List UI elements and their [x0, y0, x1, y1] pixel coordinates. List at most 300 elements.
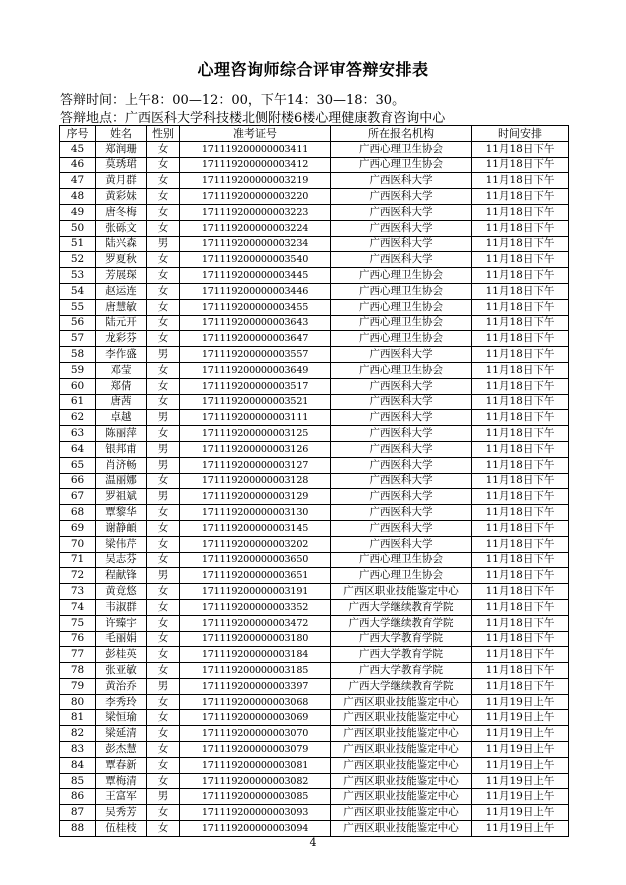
- cell-gender: 男: [147, 678, 180, 694]
- cell-gender: 男: [147, 489, 180, 505]
- table-row: [60, 283, 569, 299]
- table-row: [60, 331, 569, 347]
- cell-schedule: 11月18日下午: [472, 189, 569, 205]
- cell-institution: 广西医科大学: [331, 489, 472, 505]
- cell-ticket: 171119200000003082: [180, 773, 331, 789]
- cell-gender: 女: [147, 742, 180, 758]
- cell-seq: 73: [60, 584, 96, 600]
- cell-name: 银邦甫: [96, 441, 147, 457]
- cell-ticket: 171119200000003094: [180, 821, 331, 837]
- cell-ticket: 171119200000003085: [180, 789, 331, 805]
- cell-gender: 男: [147, 457, 180, 473]
- column-header-seq: 序号: [60, 126, 96, 142]
- table-row: [60, 821, 569, 837]
- cell-gender: 女: [147, 757, 180, 773]
- table-row: [60, 568, 569, 584]
- cell-ticket: 171119200000003521: [180, 394, 331, 410]
- table-row: [60, 536, 569, 552]
- cell-name: 吴秀芳: [96, 805, 147, 821]
- cell-institution: 广西心理卫生协会: [331, 552, 472, 568]
- cell-name: 彭桂英: [96, 647, 147, 663]
- cell-name: 韦淑群: [96, 599, 147, 615]
- table-row: [60, 157, 569, 173]
- cell-name: 伍桂枝: [96, 821, 147, 837]
- cell-seq: 60: [60, 378, 96, 394]
- cell-ticket: 171119200000003129: [180, 489, 331, 505]
- cell-name: 张亚敏: [96, 663, 147, 679]
- cell-institution: 广西心理卫生协会: [331, 157, 472, 173]
- document-title: 心理咨询师综合评审答辩安排表: [197, 60, 429, 79]
- cell-institution: 广西心理卫生协会: [331, 315, 472, 331]
- cell-institution: 广西心理卫生协会: [331, 331, 472, 347]
- cell-seq: 48: [60, 189, 96, 205]
- cell-gender: 女: [147, 584, 180, 600]
- table-row: [60, 805, 569, 821]
- defense-location-line: 答辩地点：广西医科大学科技楼北侧附楼6楼心理健康教育咨询中心: [60, 111, 446, 126]
- cell-name: 吴志芬: [96, 552, 147, 568]
- cell-gender: 女: [147, 773, 180, 789]
- table-row: [60, 378, 569, 394]
- cell-institution: 广西心理卫生协会: [331, 141, 472, 157]
- cell-ticket: 171119200000003455: [180, 299, 331, 315]
- cell-seq: 52: [60, 252, 96, 268]
- cell-gender: 女: [147, 283, 180, 299]
- cell-seq: 82: [60, 726, 96, 742]
- cell-name: 罗祖斌: [96, 489, 147, 505]
- cell-schedule: 11月18日下午: [472, 489, 569, 505]
- cell-ticket: 171119200000003223: [180, 204, 331, 220]
- cell-ticket: 171119200000003126: [180, 441, 331, 457]
- cell-ticket: 171119200000003202: [180, 536, 331, 552]
- cell-name: 郑润珊: [96, 141, 147, 157]
- table-row: [60, 141, 569, 157]
- table-row: [60, 204, 569, 220]
- cell-name: 黄月群: [96, 173, 147, 189]
- cell-schedule: 11月18日下午: [472, 426, 569, 442]
- column-header-ticket: 准考证号: [180, 126, 331, 142]
- cell-institution: 广西医科大学: [331, 536, 472, 552]
- cell-ticket: 171119200000003224: [180, 220, 331, 236]
- cell-ticket: 171119200000003557: [180, 347, 331, 363]
- cell-ticket: 171119200000003185: [180, 663, 331, 679]
- cell-ticket: 171119200000003180: [180, 631, 331, 647]
- cell-seq: 63: [60, 426, 96, 442]
- cell-institution: 广西区职业技能鉴定中心: [331, 821, 472, 837]
- cell-gender: 男: [147, 568, 180, 584]
- cell-gender: 女: [147, 599, 180, 615]
- cell-schedule: 11月18日下午: [472, 394, 569, 410]
- cell-ticket: 171119200000003234: [180, 236, 331, 252]
- cell-name: 毛丽娟: [96, 631, 147, 647]
- cell-institution: 广西大学继续教育学院: [331, 678, 472, 694]
- cell-name: 梁恒瑜: [96, 710, 147, 726]
- cell-schedule: 11月18日下午: [472, 157, 569, 173]
- cell-institution: 广西医科大学: [331, 236, 472, 252]
- cell-name: 唐冬梅: [96, 204, 147, 220]
- column-header-name: 姓名: [96, 126, 147, 142]
- cell-ticket: 171119200000003079: [180, 742, 331, 758]
- cell-institution: 广西心理卫生协会: [331, 268, 472, 284]
- table-row: [60, 505, 569, 521]
- cell-schedule: 11月18日下午: [472, 173, 569, 189]
- cell-gender: 女: [147, 173, 180, 189]
- cell-name: 唐慧敏: [96, 299, 147, 315]
- cell-institution: 广西医科大学: [331, 441, 472, 457]
- cell-gender: 女: [147, 473, 180, 489]
- cell-schedule: 11月18日下午: [472, 378, 569, 394]
- cell-gender: 女: [147, 157, 180, 173]
- cell-ticket: 171119200000003643: [180, 315, 331, 331]
- cell-schedule: 11月19日上午: [472, 773, 569, 789]
- cell-ticket: 171119200000003128: [180, 473, 331, 489]
- cell-seq: 83: [60, 742, 96, 758]
- table-row: [60, 457, 569, 473]
- cell-ticket: 171119200000003397: [180, 678, 331, 694]
- table-row: [60, 694, 569, 710]
- cell-name: 黄治乔: [96, 678, 147, 694]
- cell-institution: 广西医科大学: [331, 426, 472, 442]
- cell-gender: 女: [147, 189, 180, 205]
- cell-institution: 广西医科大学: [331, 520, 472, 536]
- table-row: [60, 347, 569, 363]
- cell-schedule: 11月18日下午: [472, 457, 569, 473]
- cell-ticket: 171119200000003184: [180, 647, 331, 663]
- cell-seq: 54: [60, 283, 96, 299]
- cell-name: 莫琇珺: [96, 157, 147, 173]
- cell-seq: 47: [60, 173, 96, 189]
- cell-institution: 广西医科大学: [331, 473, 472, 489]
- cell-schedule: 11月18日下午: [472, 473, 569, 489]
- cell-seq: 59: [60, 362, 96, 378]
- cell-institution: 广西区职业技能鉴定中心: [331, 773, 472, 789]
- cell-gender: 男: [147, 410, 180, 426]
- cell-name: 彭杰慧: [96, 742, 147, 758]
- cell-name: 郑倩: [96, 378, 147, 394]
- cell-name: 陆元开: [96, 315, 147, 331]
- cell-schedule: 11月18日下午: [472, 599, 569, 615]
- cell-name: 黄竟悠: [96, 584, 147, 600]
- cell-institution: 广西医科大学: [331, 378, 472, 394]
- cell-seq: 71: [60, 552, 96, 568]
- table-row: [60, 299, 569, 315]
- cell-seq: 88: [60, 821, 96, 837]
- table-row: [60, 710, 569, 726]
- cell-seq: 68: [60, 505, 96, 521]
- cell-gender: 男: [147, 236, 180, 252]
- cell-institution: 广西区职业技能鉴定中心: [331, 584, 472, 600]
- cell-ticket: 171119200000003412: [180, 157, 331, 173]
- table-row: [60, 726, 569, 742]
- cell-seq: 72: [60, 568, 96, 584]
- cell-gender: 女: [147, 268, 180, 284]
- cell-institution: 广西区职业技能鉴定中心: [331, 726, 472, 742]
- table-row: [60, 489, 569, 505]
- cell-schedule: 11月18日下午: [472, 347, 569, 363]
- table-row: [60, 220, 569, 236]
- cell-schedule: 11月18日下午: [472, 410, 569, 426]
- cell-schedule: 11月18日下午: [472, 331, 569, 347]
- cell-schedule: 11月18日下午: [472, 252, 569, 268]
- cell-schedule: 11月19日上午: [472, 757, 569, 773]
- table-row: [60, 236, 569, 252]
- cell-ticket: 171119200000003446: [180, 283, 331, 299]
- cell-gender: 女: [147, 805, 180, 821]
- table-row: [60, 441, 569, 457]
- cell-name: 邓莹: [96, 362, 147, 378]
- cell-name: 张砾文: [96, 220, 147, 236]
- cell-gender: 男: [147, 789, 180, 805]
- cell-seq: 77: [60, 647, 96, 663]
- cell-schedule: 11月18日下午: [472, 220, 569, 236]
- cell-schedule: 11月18日下午: [472, 299, 569, 315]
- cell-name: 温丽娜: [96, 473, 147, 489]
- cell-name: 李作盛: [96, 347, 147, 363]
- table-row: [60, 426, 569, 442]
- defense-time-line: 答辩时间：上午8：00—12：00，下午14：30—18：30。: [60, 93, 406, 108]
- cell-gender: 女: [147, 631, 180, 647]
- cell-seq: 86: [60, 789, 96, 805]
- table-row: [60, 789, 569, 805]
- cell-seq: 84: [60, 757, 96, 773]
- table-row: [60, 189, 569, 205]
- cell-ticket: 171119200000003145: [180, 520, 331, 536]
- cell-institution: 广西大学教育学院: [331, 663, 472, 679]
- cell-name: 程献锋: [96, 568, 147, 584]
- cell-ticket: 171119200000003069: [180, 710, 331, 726]
- page-number: 4: [309, 836, 317, 849]
- cell-name: 许臻宇: [96, 615, 147, 631]
- cell-institution: 广西医科大学: [331, 173, 472, 189]
- table-row: [60, 599, 569, 615]
- cell-gender: 女: [147, 647, 180, 663]
- cell-name: 肖济畅: [96, 457, 147, 473]
- cell-gender: 女: [147, 726, 180, 742]
- cell-name: 梁延清: [96, 726, 147, 742]
- cell-seq: 75: [60, 615, 96, 631]
- cell-institution: 广西心理卫生协会: [331, 283, 472, 299]
- cell-gender: 女: [147, 536, 180, 552]
- table-header-row: [60, 126, 569, 142]
- cell-gender: 女: [147, 299, 180, 315]
- cell-schedule: 11月18日下午: [472, 631, 569, 647]
- cell-schedule: 11月19日上午: [472, 694, 569, 710]
- cell-schedule: 11月19日上午: [472, 805, 569, 821]
- cell-ticket: 171119200000003472: [180, 615, 331, 631]
- cell-seq: 79: [60, 678, 96, 694]
- cell-gender: 女: [147, 204, 180, 220]
- cell-ticket: 171119200000003647: [180, 331, 331, 347]
- cell-schedule: 11月18日下午: [472, 647, 569, 663]
- cell-seq: 46: [60, 157, 96, 173]
- cell-name: 李秀玲: [96, 694, 147, 710]
- cell-schedule: 11月18日下午: [472, 315, 569, 331]
- cell-institution: 广西大学继续教育学院: [331, 615, 472, 631]
- cell-institution: 广西医科大学: [331, 189, 472, 205]
- schedule-table: [59, 125, 569, 837]
- table-row: [60, 678, 569, 694]
- table-row: [60, 315, 569, 331]
- cell-gender: 女: [147, 663, 180, 679]
- cell-institution: 广西医科大学: [331, 394, 472, 410]
- cell-name: 覃黎华: [96, 505, 147, 521]
- cell-ticket: 171119200000003651: [180, 568, 331, 584]
- cell-institution: 广西大学教育学院: [331, 647, 472, 663]
- cell-ticket: 171119200000003219: [180, 173, 331, 189]
- table-row: [60, 631, 569, 647]
- table-row: [60, 252, 569, 268]
- cell-schedule: 11月18日下午: [472, 615, 569, 631]
- cell-institution: 广西心理卫生协会: [331, 568, 472, 584]
- cell-seq: 64: [60, 441, 96, 457]
- cell-schedule: 11月18日下午: [472, 552, 569, 568]
- cell-schedule: 11月18日下午: [472, 441, 569, 457]
- cell-ticket: 171119200000003070: [180, 726, 331, 742]
- cell-ticket: 171119200000003352: [180, 599, 331, 615]
- cell-institution: 广西心理卫生协会: [331, 299, 472, 315]
- cell-institution: 广西医科大学: [331, 457, 472, 473]
- cell-ticket: 171119200000003540: [180, 252, 331, 268]
- table-row: [60, 584, 569, 600]
- cell-gender: 女: [147, 378, 180, 394]
- cell-institution: 广西区职业技能鉴定中心: [331, 742, 472, 758]
- cell-gender: 女: [147, 694, 180, 710]
- cell-seq: 76: [60, 631, 96, 647]
- table-row: [60, 268, 569, 284]
- cell-schedule: 11月19日上午: [472, 742, 569, 758]
- table-row: [60, 520, 569, 536]
- cell-institution: 广西区职业技能鉴定中心: [331, 694, 472, 710]
- cell-schedule: 11月19日上午: [472, 726, 569, 742]
- cell-name: 卓越: [96, 410, 147, 426]
- table-row: [60, 615, 569, 631]
- table-row: [60, 473, 569, 489]
- table-row: [60, 362, 569, 378]
- cell-seq: 66: [60, 473, 96, 489]
- cell-ticket: 171119200000003130: [180, 505, 331, 521]
- cell-name: 王富军: [96, 789, 147, 805]
- cell-schedule: 11月18日下午: [472, 236, 569, 252]
- cell-seq: 49: [60, 204, 96, 220]
- cell-schedule: 11月19日上午: [472, 710, 569, 726]
- cell-gender: 女: [147, 220, 180, 236]
- cell-institution: 广西心理卫生协会: [331, 362, 472, 378]
- cell-seq: 67: [60, 489, 96, 505]
- cell-gender: 女: [147, 710, 180, 726]
- cell-schedule: 11月18日下午: [472, 204, 569, 220]
- cell-name: 覃梅清: [96, 773, 147, 789]
- table-row: [60, 773, 569, 789]
- cell-schedule: 11月18日下午: [472, 505, 569, 521]
- cell-ticket: 171119200000003093: [180, 805, 331, 821]
- cell-institution: 广西医科大学: [331, 220, 472, 236]
- table-row: [60, 552, 569, 568]
- cell-name: 黄彩妹: [96, 189, 147, 205]
- column-header-institution: 所在报名机构: [331, 126, 472, 142]
- cell-schedule: 11月18日下午: [472, 663, 569, 679]
- cell-gender: 女: [147, 821, 180, 837]
- cell-seq: 53: [60, 268, 96, 284]
- cell-seq: 65: [60, 457, 96, 473]
- cell-name: 陆兴森: [96, 236, 147, 252]
- cell-name: 谢静頔: [96, 520, 147, 536]
- cell-gender: 女: [147, 362, 180, 378]
- column-header-gender: 性别: [147, 126, 180, 142]
- cell-ticket: 171119200000003649: [180, 362, 331, 378]
- cell-gender: 女: [147, 520, 180, 536]
- cell-institution: 广西区职业技能鉴定中心: [331, 710, 472, 726]
- cell-seq: 70: [60, 536, 96, 552]
- cell-schedule: 11月18日下午: [472, 362, 569, 378]
- cell-ticket: 171119200000003081: [180, 757, 331, 773]
- table-row: [60, 757, 569, 773]
- cell-seq: 62: [60, 410, 96, 426]
- cell-institution: 广西区职业技能鉴定中心: [331, 757, 472, 773]
- cell-seq: 56: [60, 315, 96, 331]
- cell-seq: 57: [60, 331, 96, 347]
- cell-seq: 55: [60, 299, 96, 315]
- cell-seq: 87: [60, 805, 96, 821]
- cell-institution: 广西大学继续教育学院: [331, 599, 472, 615]
- cell-ticket: 171119200000003068: [180, 694, 331, 710]
- cell-ticket: 171119200000003517: [180, 378, 331, 394]
- cell-name: 龙彩芬: [96, 331, 147, 347]
- cell-gender: 女: [147, 426, 180, 442]
- cell-ticket: 171119200000003191: [180, 584, 331, 600]
- cell-gender: 女: [147, 394, 180, 410]
- cell-gender: 女: [147, 552, 180, 568]
- cell-institution: 广西医科大学: [331, 252, 472, 268]
- cell-seq: 58: [60, 347, 96, 363]
- cell-ticket: 171119200000003127: [180, 457, 331, 473]
- cell-schedule: 11月19日上午: [472, 789, 569, 805]
- table-row: [60, 173, 569, 189]
- cell-name: 梁伟芹: [96, 536, 147, 552]
- cell-schedule: 11月18日下午: [472, 678, 569, 694]
- cell-institution: 广西大学教育学院: [331, 631, 472, 647]
- cell-institution: 广西医科大学: [331, 410, 472, 426]
- cell-ticket: 171119200000003445: [180, 268, 331, 284]
- cell-ticket: 171119200000003125: [180, 426, 331, 442]
- cell-name: 赵运连: [96, 283, 147, 299]
- cell-gender: 女: [147, 252, 180, 268]
- cell-seq: 81: [60, 710, 96, 726]
- table-row: [60, 410, 569, 426]
- cell-seq: 45: [60, 141, 96, 157]
- cell-seq: 50: [60, 220, 96, 236]
- cell-gender: 女: [147, 505, 180, 521]
- cell-institution: 广西区职业技能鉴定中心: [331, 805, 472, 821]
- cell-gender: 女: [147, 615, 180, 631]
- cell-seq: 85: [60, 773, 96, 789]
- cell-gender: 女: [147, 331, 180, 347]
- cell-seq: 74: [60, 599, 96, 615]
- table-row: [60, 742, 569, 758]
- cell-name: 芳展琛: [96, 268, 147, 284]
- cell-name: 覃春新: [96, 757, 147, 773]
- cell-institution: 广西医科大学: [331, 505, 472, 521]
- cell-name: 唐茜: [96, 394, 147, 410]
- cell-ticket: 171119200000003111: [180, 410, 331, 426]
- table-row: [60, 647, 569, 663]
- cell-seq: 80: [60, 694, 96, 710]
- cell-gender: 男: [147, 441, 180, 457]
- cell-schedule: 11月18日下午: [472, 584, 569, 600]
- cell-seq: 69: [60, 520, 96, 536]
- cell-seq: 51: [60, 236, 96, 252]
- cell-schedule: 11月19日上午: [472, 821, 569, 837]
- cell-gender: 男: [147, 347, 180, 363]
- cell-ticket: 171119200000003411: [180, 141, 331, 157]
